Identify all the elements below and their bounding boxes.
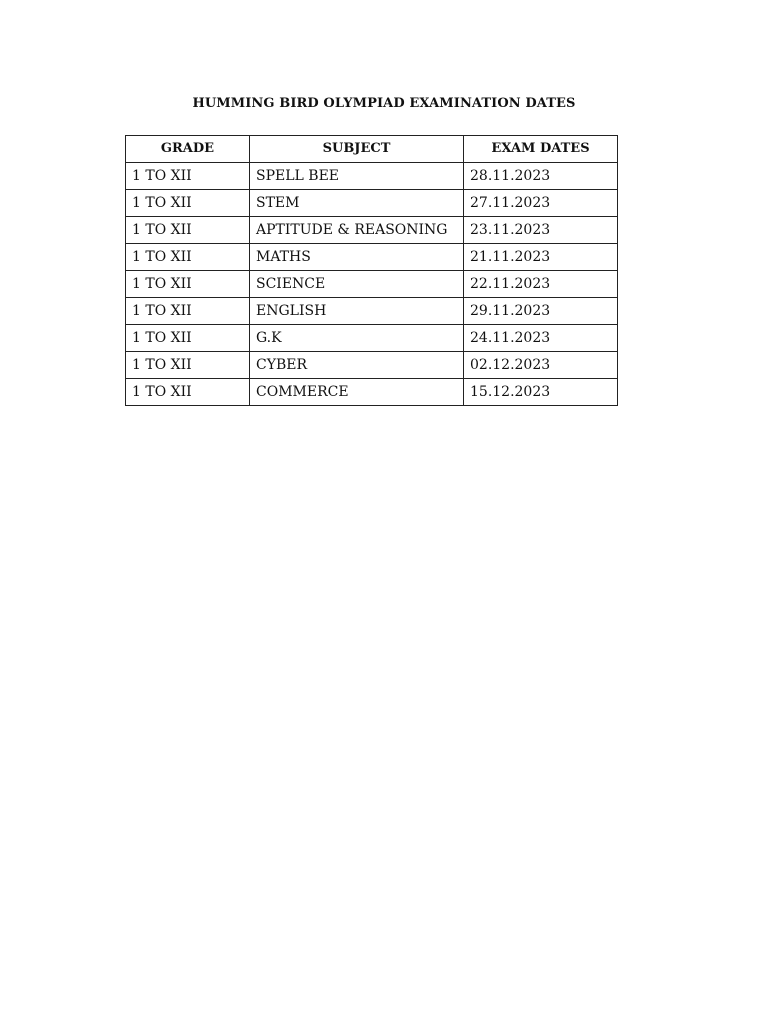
cell-subject: SCIENCE [250, 271, 464, 298]
cell-grade: 1 TO XII [126, 379, 250, 406]
cell-subject: SPELL BEE [250, 163, 464, 190]
cell-grade: 1 TO XII [126, 352, 250, 379]
cell-exam-date: 02.12.2023 [464, 352, 618, 379]
cell-grade: 1 TO XII [126, 298, 250, 325]
cell-exam-date: 21.11.2023 [464, 244, 618, 271]
table-header-row [126, 136, 618, 163]
cell-grade: 1 TO XII [126, 190, 250, 217]
table-row [126, 352, 618, 379]
table-row [126, 298, 618, 325]
header-grade: GRADE [126, 136, 250, 163]
cell-subject: STEM [250, 190, 464, 217]
header-subject: SUBJECT [250, 136, 464, 163]
table-row [126, 244, 618, 271]
cell-exam-date: 29.11.2023 [464, 298, 618, 325]
cell-grade: 1 TO XII [126, 271, 250, 298]
cell-subject: ENGLISH [250, 298, 464, 325]
cell-exam-date: 23.11.2023 [464, 217, 618, 244]
exam-schedule-table [125, 135, 618, 406]
cell-grade: 1 TO XII [126, 244, 250, 271]
cell-grade: 1 TO XII [126, 163, 250, 190]
cell-exam-date: 22.11.2023 [464, 271, 618, 298]
cell-exam-date: 27.11.2023 [464, 190, 618, 217]
table-row [126, 217, 618, 244]
cell-exam-date: 28.11.2023 [464, 163, 618, 190]
cell-grade: 1 TO XII [126, 217, 250, 244]
cell-subject: APTITUDE & REASONING [250, 217, 464, 244]
cell-subject: G.K [250, 325, 464, 352]
header-exam-dates: EXAM DATES [464, 136, 618, 163]
cell-grade: 1 TO XII [126, 325, 250, 352]
cell-exam-date: 15.12.2023 [464, 379, 618, 406]
document-title: HUMMING BIRD OLYMPIAD EXAMINATION DATES [192, 96, 576, 111]
table-row [126, 271, 618, 298]
cell-subject: CYBER [250, 352, 464, 379]
cell-subject: MATHS [250, 244, 464, 271]
cell-exam-date: 24.11.2023 [464, 325, 618, 352]
table-row [126, 190, 618, 217]
cell-subject: COMMERCE [250, 379, 464, 406]
table-row [126, 379, 618, 406]
table-row [126, 163, 618, 190]
table-row [126, 325, 618, 352]
